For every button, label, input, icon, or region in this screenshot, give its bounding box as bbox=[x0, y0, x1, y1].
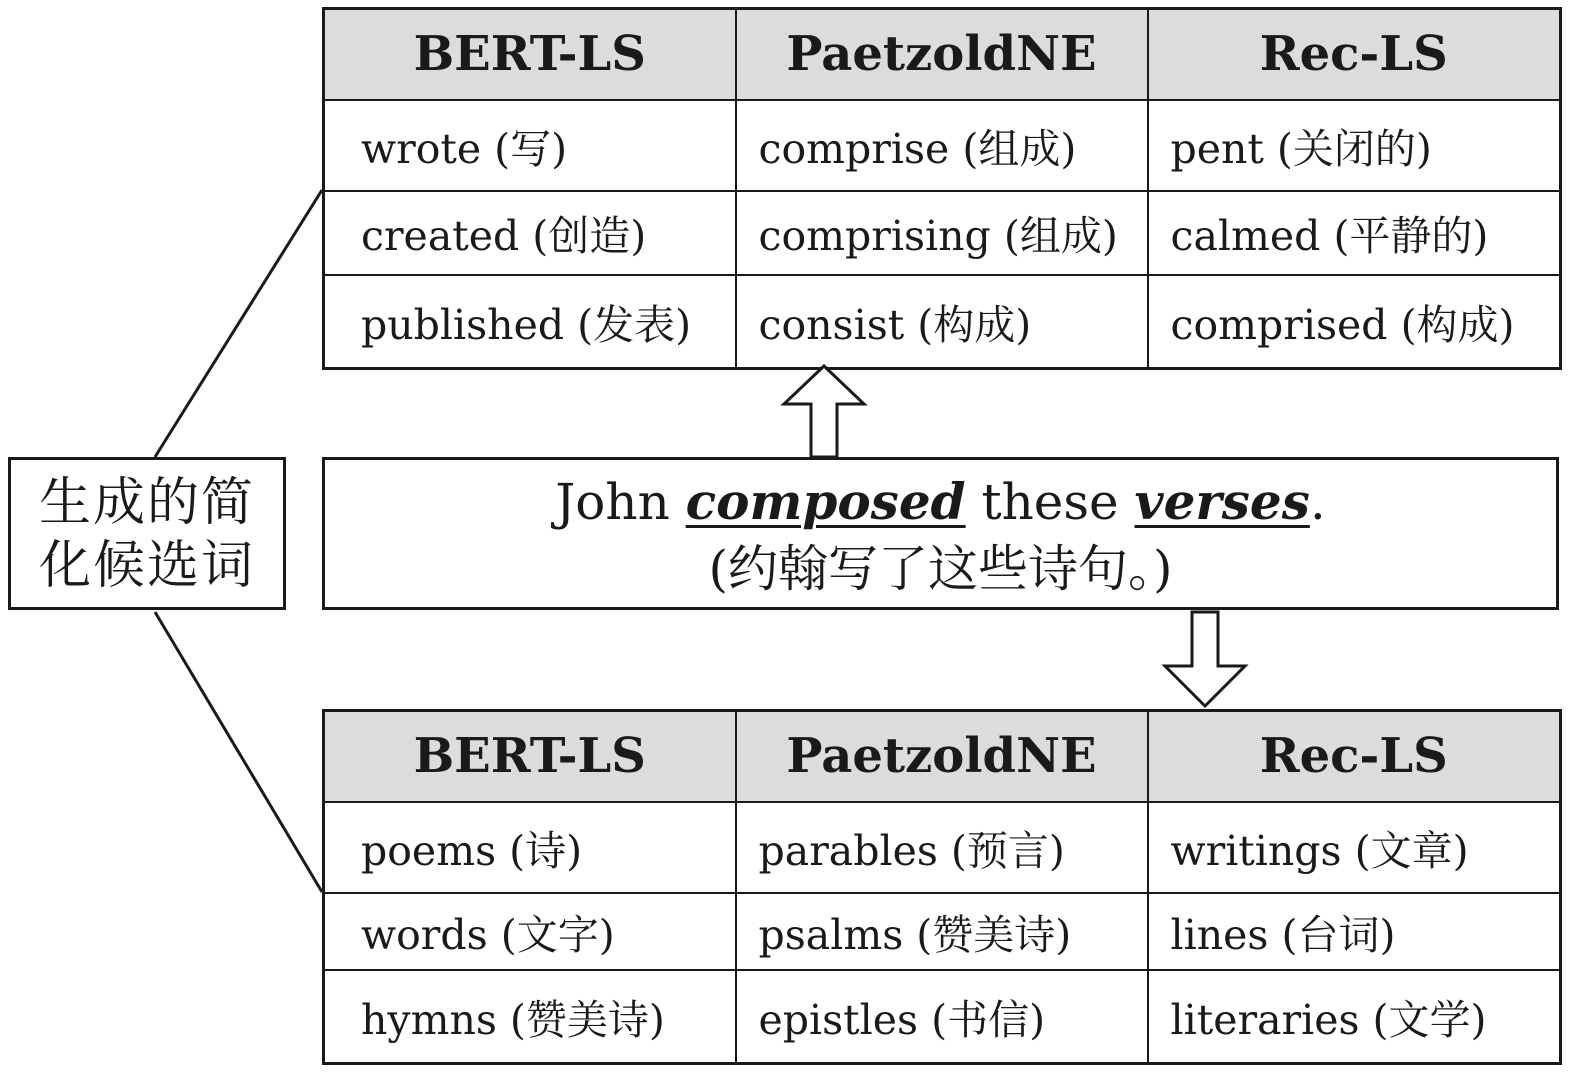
table-row bbox=[324, 970, 1561, 1064]
label-line-1: 生成的简 bbox=[39, 473, 256, 533]
table-cell: lines (台词) bbox=[1148, 893, 1561, 970]
sentence-english bbox=[325, 472, 1556, 532]
sentence-chinese: (约翰写了这些诗句。) bbox=[708, 540, 1173, 598]
table-cell: consist (构成) bbox=[736, 275, 1148, 369]
table-cell: parables (预言) bbox=[736, 802, 1148, 893]
column-header-rec-ls: Rec-LS bbox=[1148, 9, 1561, 100]
table-cell: wrote (写) bbox=[324, 100, 736, 191]
table-cell: literaries (文学) bbox=[1148, 970, 1561, 1064]
table-cell: pent (关闭的) bbox=[1148, 100, 1561, 191]
table-cell: writings (文章) bbox=[1148, 802, 1561, 893]
connector-line-bottom bbox=[155, 612, 322, 892]
bottom-candidate-table bbox=[322, 709, 1562, 1065]
table-cell: epistles (书信) bbox=[736, 970, 1148, 1064]
label-line-2: 化候选词 bbox=[39, 536, 256, 596]
column-header-bert-ls: BERT-LS bbox=[324, 711, 736, 802]
table-cell: poems (诗) bbox=[324, 802, 736, 893]
complex-word-composed: composed bbox=[685, 472, 966, 531]
table-row bbox=[324, 893, 1561, 970]
table-cell: comprise (组成) bbox=[736, 100, 1148, 191]
sentence-suffix: . bbox=[1309, 473, 1326, 531]
table-row bbox=[324, 191, 1561, 275]
input-sentence-box bbox=[322, 457, 1559, 610]
table-cell: comprising (组成) bbox=[736, 191, 1148, 275]
table-header-row bbox=[324, 711, 1561, 802]
table-row bbox=[324, 802, 1561, 893]
table-cell: comprised (构成) bbox=[1148, 275, 1561, 369]
column-header-paetzoldne: PaetzoldNE bbox=[736, 711, 1148, 802]
table-cell: psalms (赞美诗) bbox=[736, 893, 1148, 970]
top-candidate-table bbox=[322, 7, 1562, 370]
table-cell: hymns (赞美诗) bbox=[324, 970, 736, 1064]
table-row bbox=[324, 275, 1561, 369]
connector-line-top bbox=[155, 190, 322, 457]
sentence-middle: these bbox=[965, 473, 1135, 531]
table-cell: words (文字) bbox=[324, 893, 736, 970]
complex-word-verses: verses bbox=[1134, 472, 1310, 531]
table-row bbox=[324, 100, 1561, 191]
table-header-row bbox=[324, 9, 1561, 100]
table-cell: calmed (平静的) bbox=[1148, 191, 1561, 275]
table-cell: created (创造) bbox=[324, 191, 736, 275]
generated-candidates-label bbox=[8, 457, 286, 610]
column-header-rec-ls: Rec-LS bbox=[1148, 711, 1561, 802]
sentence-prefix: John bbox=[555, 473, 686, 531]
column-header-bert-ls: BERT-LS bbox=[324, 9, 736, 100]
table-cell: published (发表) bbox=[324, 275, 736, 369]
column-header-paetzoldne: PaetzoldNE bbox=[736, 9, 1148, 100]
